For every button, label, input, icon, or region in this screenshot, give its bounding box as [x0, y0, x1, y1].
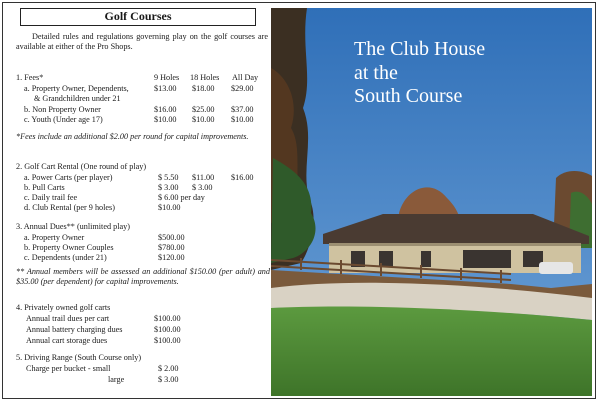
dues-label: b. Property Owner Couples	[24, 243, 114, 252]
fee-value: $16.00	[154, 105, 177, 114]
private-heading: 4. Privately owned golf carts	[16, 303, 111, 312]
range-label: large	[108, 375, 125, 384]
clubhouse-photo	[271, 8, 592, 396]
cart-value: $ 3.00	[192, 183, 213, 192]
fees-col-9: 9 Holes	[154, 73, 180, 82]
fee-value: $37.00	[231, 105, 254, 114]
fee-label: c. Youth (Under age 17)	[24, 115, 103, 124]
range-heading: 5. Driving Range (South Course only)	[16, 353, 142, 362]
dues-value: $120.00	[158, 253, 185, 262]
dues-value: $780.00	[158, 243, 185, 252]
private-label: Annual battery charging dues	[26, 325, 123, 334]
cart-value: $ 5.50	[158, 173, 179, 182]
cart-value: $10.00	[158, 203, 181, 212]
dues-label: c. Dependents (under 21)	[24, 253, 107, 262]
fee-value: $25.00	[192, 105, 215, 114]
fee-label: a. Property Owner, Dependents,	[24, 84, 129, 93]
dues-heading: 3. Annual Dues** (unlimited play)	[16, 222, 130, 231]
cart-value: $ 6.00 per day	[158, 193, 205, 202]
photo-caption: The Club House at the South Course	[354, 38, 486, 107]
fee-value: $18.00	[192, 84, 215, 93]
dues-value: $500.00	[158, 233, 185, 242]
private-label: Annual cart storage dues	[26, 336, 108, 345]
panel-title: Golf Courses	[20, 8, 256, 26]
dues-label: a. Property Owner	[24, 233, 85, 242]
range-label: Charge per bucket - small	[26, 364, 111, 373]
cart-label: c. Daily trail fee	[24, 193, 78, 202]
fee-value: $10.00	[192, 115, 215, 124]
cart-value: $ 3.00	[158, 183, 179, 192]
cart-label: d. Club Rental (per 9 holes)	[24, 203, 115, 212]
parked-car	[539, 262, 573, 274]
range-value: $ 3.00	[158, 375, 179, 384]
cart-label: a. Power Carts (per player)	[24, 173, 113, 182]
range-value: $ 2.00	[158, 364, 179, 373]
fee-value: $10.00	[154, 115, 177, 124]
cart-value: $16.00	[231, 173, 254, 182]
fees-col-all: All Day	[232, 73, 259, 82]
dues-note: ** Annual members will be assessed an additional $150.00 (per adult) and $35.00 (per dependent) for capital improvements.	[16, 267, 270, 287]
private-value: $100.00	[154, 314, 181, 323]
fees-note: *Fees include an additional $2.00 per round for capital improvements.	[16, 132, 249, 141]
fees-panel	[8, 8, 271, 396]
fee-value: $29.00	[231, 84, 254, 93]
fee-label-cont: & Grandchildren under 21	[34, 94, 121, 103]
lawn	[271, 307, 592, 397]
cart-label: b. Pull Carts	[24, 183, 65, 192]
cart-heading: 2. Golf Cart Rental (One round of play)	[16, 162, 147, 171]
fee-label: b. Non Property Owner	[24, 105, 101, 114]
cart-value: $11.00	[192, 173, 215, 182]
fee-value: $13.00	[154, 84, 177, 93]
private-value: $100.00	[154, 325, 181, 334]
fees-col-18: 18 Holes	[190, 73, 220, 82]
private-value: $100.00	[154, 336, 181, 345]
fee-value: $10.00	[231, 115, 254, 124]
private-label: Annual trail dues per cart	[26, 314, 110, 323]
fees-heading: 1. Fees*	[16, 73, 44, 82]
intro-text: Detailed rules and regulations governing play on the golf courses are available at either of the Pro Shops.	[16, 32, 268, 52]
